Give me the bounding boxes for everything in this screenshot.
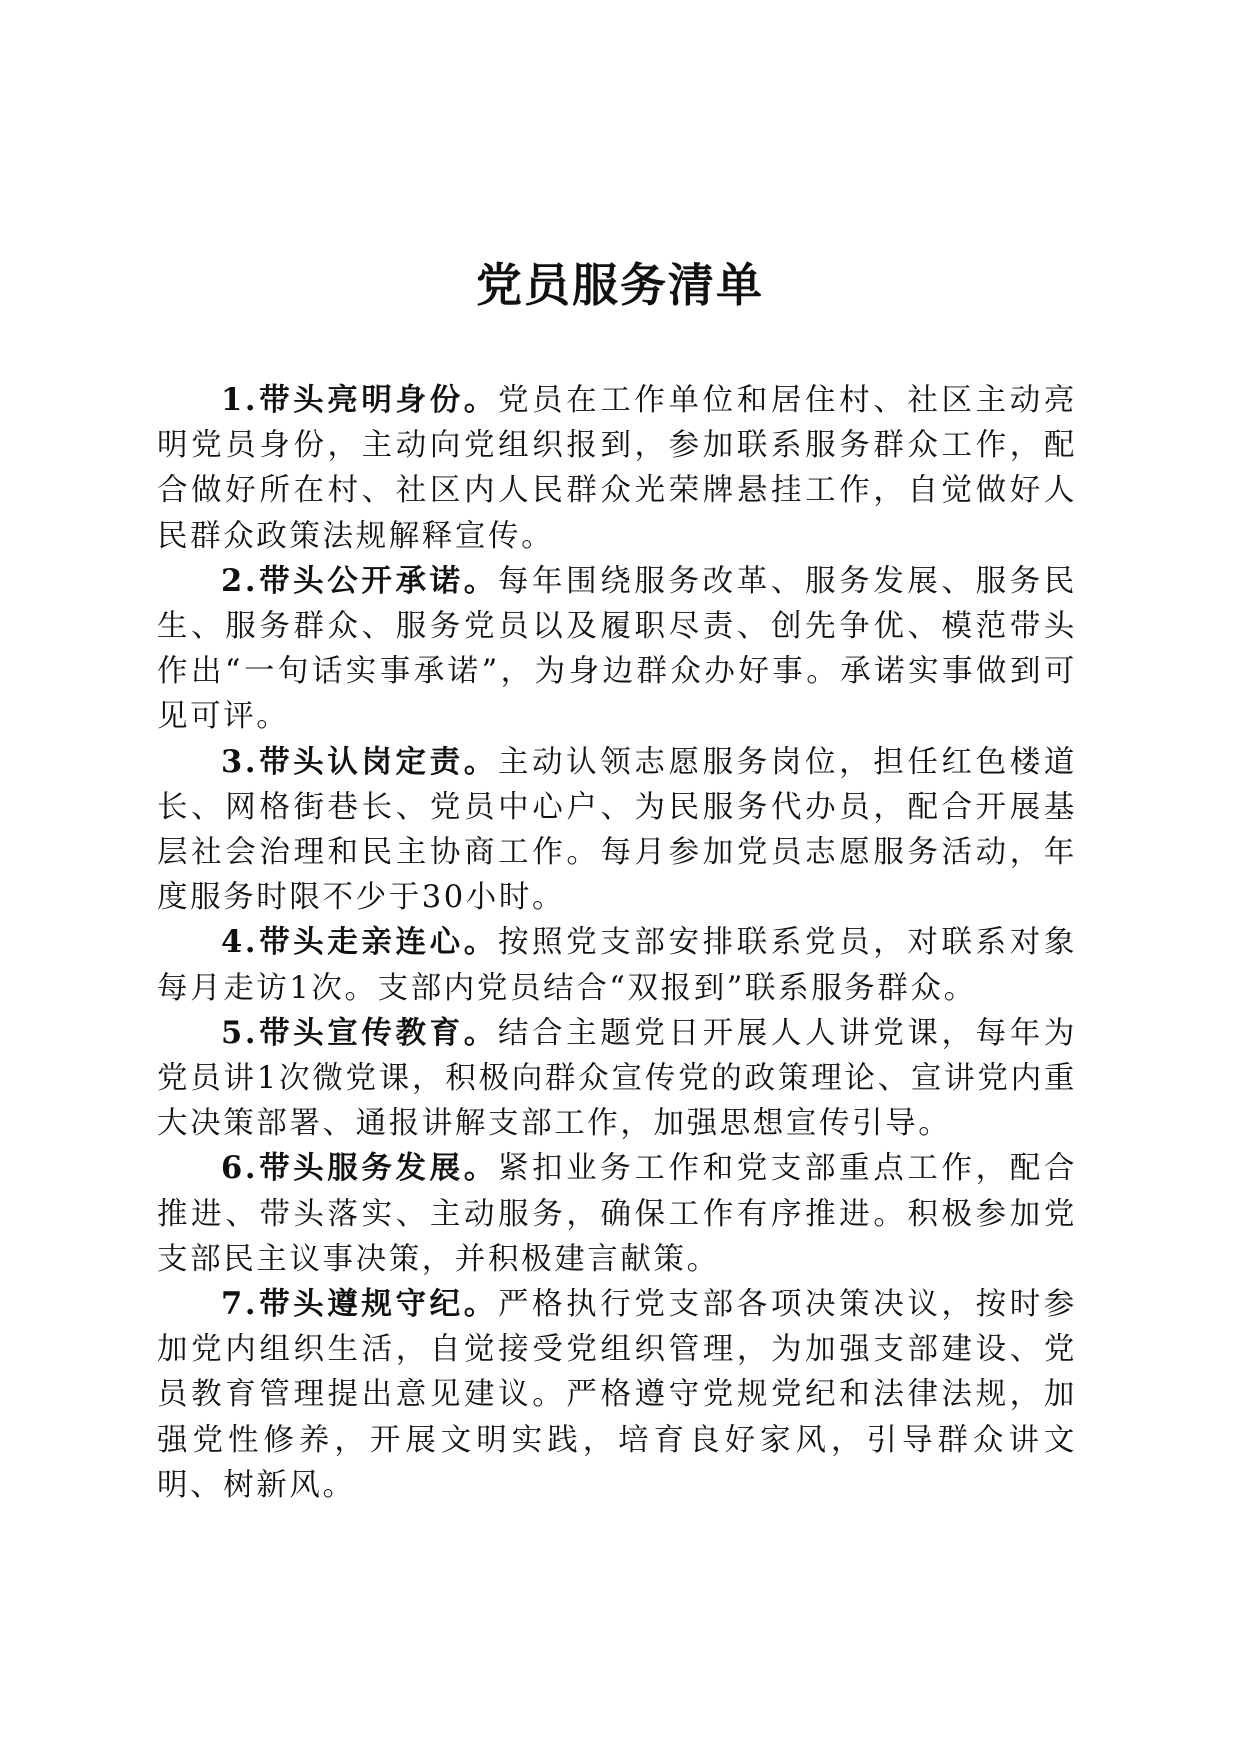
list-item [157, 740, 1077, 921]
document-body [157, 378, 1077, 1508]
item-heading: 2.带头公开承诺。 [221, 562, 498, 599]
list-item [157, 920, 1077, 1010]
page-title: 党员服务清单 [476, 258, 764, 312]
list-item [157, 1011, 1077, 1147]
item-text: 每年围绕服务改革、服务发展、服务民生、服务群众、服务党员以及履职尽责、创先争优、模范带头作出“一句话实事承诺”，为身边群众办好事。承诺实事做到可见可评。 [157, 563, 1078, 735]
item-text: 按照党支部安排联系党员，对联系对象每月走访1次。支部内党员结合“双报到”联系服务群众。 [157, 925, 1078, 1006]
item-text: 党员在工作单位和居住村、社区主动亮明党员身份，主动向党组织报到，参加联系服务群众工作，配合做好所在村、社区内人民群众光荣牌悬挂工作，自觉做好人民群众政策法规解释宣传。 [157, 383, 1078, 554]
item-text: 主动认领志愿服务岗位，担任红色楼道长、网格街巷长、党员中心户、为民服务代办员，配合开展基层社会治理和民主协商工作。每月参加党员志愿服务活动，年度服务时限不少于30小时。 [157, 744, 1078, 916]
item-heading: 3.带头认岗定责。 [221, 743, 498, 780]
item-text: 严格执行党支部各项决策决议，按时参加党内组织生活，自觉接受党组织管理，为加强支部建设、党员教育管理提出意见建议。严格遵守党规党纪和法律法规，加强党性修养，开展文明实践，培育良好家风，引导群众讲文明、树新风。 [157, 1287, 1078, 1503]
item-text: 结合主题党日开展人人讲党课，每年为党员讲1次微党课，积极向群众宣传党的政策理论、宣讲党内重大决策部署、通报讲解支部工作，加强思想宣传引导。 [157, 1015, 1078, 1142]
list-item [157, 1146, 1077, 1282]
item-text: 紧扣业务工作和党支部重点工作，配合推进、带头落实、主动服务，确保工作有序推进。积极参加党支部民主议事决策，并积极建言献策。 [157, 1151, 1078, 1277]
item-heading: 7.带头遵规守纪。 [221, 1286, 498, 1323]
list-item [157, 1282, 1077, 1508]
item-heading: 1.带头亮明身份。 [221, 382, 498, 418]
list-item [157, 559, 1077, 740]
item-heading: 4.带头走亲连心。 [221, 924, 498, 961]
item-heading: 6.带头服务发展。 [221, 1150, 498, 1187]
list-item [157, 378, 1077, 559]
item-heading: 5.带头宣传教育。 [221, 1014, 498, 1051]
